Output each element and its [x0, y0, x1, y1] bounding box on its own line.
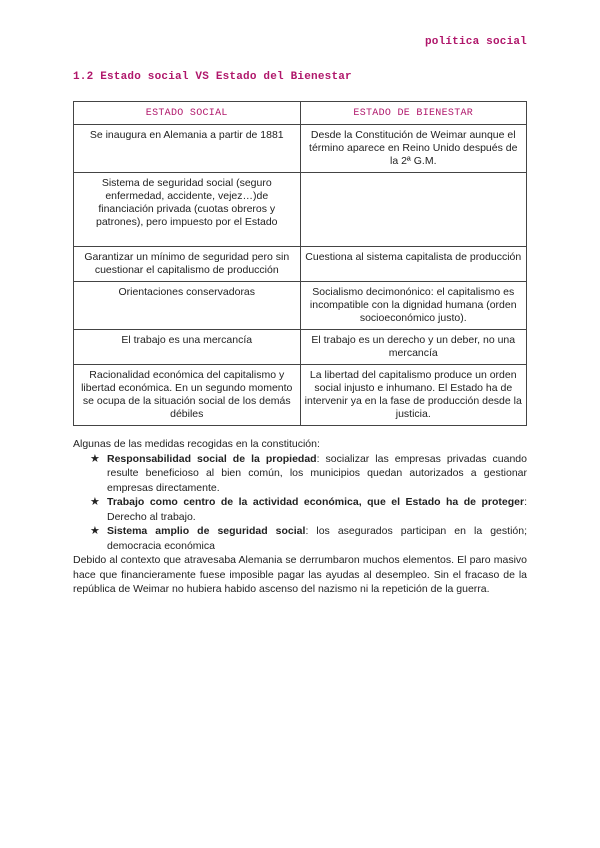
table-row	[74, 173, 527, 247]
table-cell: El trabajo es un derecho y un deber, no una mercancía	[300, 330, 527, 365]
measure-text: : los asegurados participan en la gestión; democracia económica	[107, 525, 527, 552]
table-row	[74, 247, 527, 282]
column-header-estado-social: ESTADO SOCIAL	[74, 102, 301, 125]
closing-paragraph: Debido al contexto que atravesaba Alemania se derrumbaron muchos elementos. El paro masivo hace que financieramente fuese imposible pagar las ayudas al desempleo. Sin el fracaso de la república de Weimar no hubiera habido ascenso del nazismo ni la repetición de la guerra.	[73, 554, 527, 595]
star-icon: ★	[90, 496, 100, 508]
column-header-estado-bienestar: ESTADO DE BIENESTAR	[300, 102, 527, 125]
table-row	[74, 125, 527, 173]
measure-bold: Trabajo como centro de la actividad económica, que el Estado ha de proteger	[107, 496, 525, 508]
section-title: 1.2 Estado social VS Estado del Bienestar	[73, 71, 352, 83]
measures-intro: Algunas de las medidas recogidas en la constitución:	[73, 438, 320, 450]
measure-bold: Sistema amplio de seguridad social	[107, 525, 306, 537]
list-item	[90, 452, 527, 496]
page-header-label: política social	[424, 36, 527, 48]
table-cell: Socialismo decimonónico: el capitalismo es incompatible con la dignidad humana (orden socioeconómico justo).	[300, 282, 527, 330]
table-row	[74, 330, 527, 365]
table-cell: Cuestiona al sistema capitalista de producción	[300, 247, 527, 282]
table-cell: La libertad del capitalismo produce un orden social injusto e inhumano. El Estado ha de intervenir ya en la fase de producción desde la justicia.	[300, 365, 527, 426]
table-cell: El trabajo es una mercancía	[74, 330, 301, 365]
table-cell: Desde la Constitución de Weimar aunque el término aparece en Reino Unido después de la 2ª G.M.	[300, 125, 527, 173]
measure-text: : Derecho al trabajo.	[107, 496, 527, 523]
measure-text: : socializar las empresas privadas cuando resulte beneficioso al bien común, los municipios quedan autorizados a gestionar empresas directamente.	[107, 452, 527, 494]
measure-bold: Responsabilidad social de la propiedad	[107, 452, 317, 465]
table-row	[74, 282, 527, 330]
table-cell: Sistema de seguridad social (seguro enfermedad, accidente, vejez…)de financiación privada (cuotas obreros y patrones), pero impuesto por el Estado	[74, 173, 301, 247]
table-header-row	[74, 102, 527, 125]
table-cell: Racionalidad económica del capitalismo y libertad económica. En un segundo momento se ocupa de la situación social de los demás débiles	[74, 365, 301, 426]
list-item	[90, 524, 527, 553]
table-cell: Garantizar un mínimo de seguridad pero sin cuestionar el capitalismo de producción	[74, 247, 301, 282]
table-cell: Orientaciones conservadoras	[74, 282, 301, 330]
table-cell-empty	[300, 173, 527, 247]
star-icon: ★	[90, 525, 100, 537]
measures-list	[73, 452, 527, 554]
comparison-table	[73, 101, 527, 426]
table-row	[74, 365, 527, 426]
table-cell: Se inaugura en Alemania a partir de 1881	[74, 125, 301, 173]
list-item	[90, 495, 527, 524]
star-icon: ★	[90, 452, 100, 465]
body-text	[73, 437, 527, 597]
